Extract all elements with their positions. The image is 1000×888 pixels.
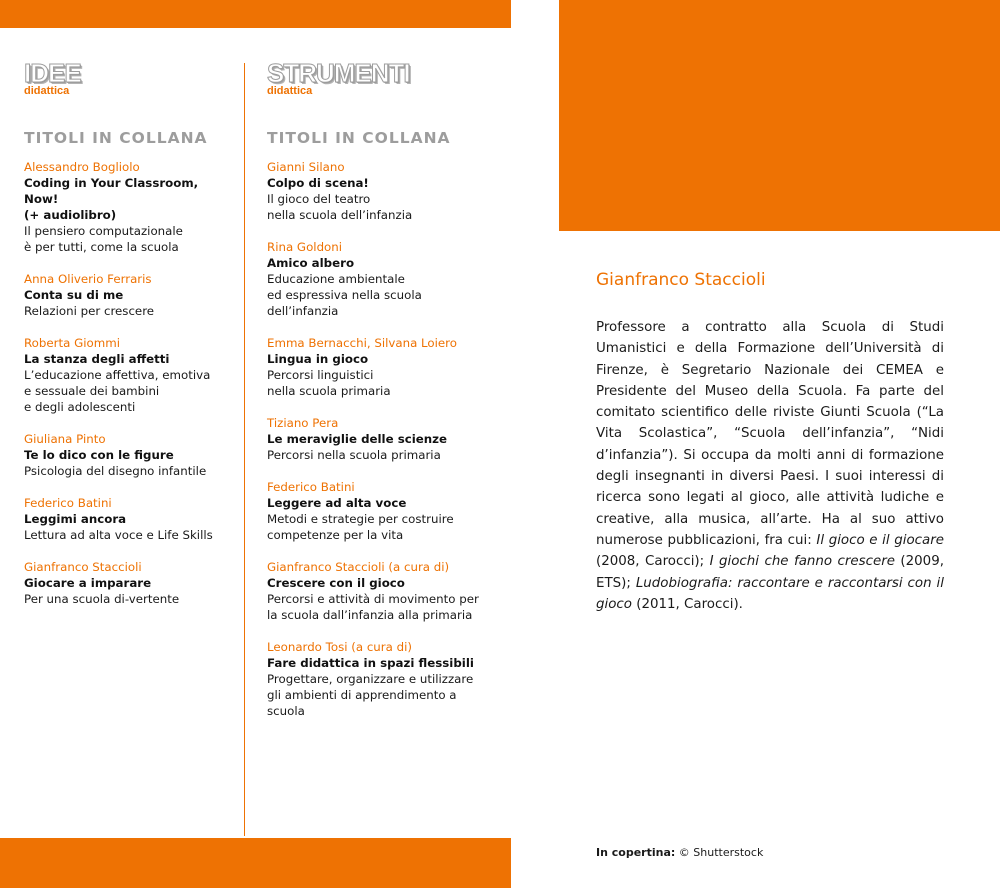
book-description: Psicologia del disegno infantile [24,464,207,478]
idee-series-column [24,60,234,623]
book-entry [24,495,234,543]
book-entry [267,159,502,223]
top-orange-bar [0,0,511,28]
cover-orange-block [559,0,1000,231]
book-title: Giocare a imparare [24,576,152,590]
book-description: Il pensiero computazionale è per tutti, come la scuola [24,224,183,254]
book-entry [267,239,502,319]
strumenti-series-column [267,60,502,735]
book-author: Federico Batini [24,496,112,510]
book-author: Gianfranco Staccioli (a cura di) [267,560,450,574]
book-author: Roberta Giommi [24,336,120,350]
book-description: Lettura ad alta voce e Life Skills [24,528,213,542]
book-description: Percorsi e attività di movimento per la scuola dall’infanzia alla primaria [267,592,479,622]
book-entry [24,335,234,415]
book-entry [24,431,234,479]
book-description: Metodi e strategie per costruire competenze per la vita [267,512,454,542]
book-entry [267,415,502,463]
book-description: Educazione ambientale ed espressiva nella scuola dell’infanzia [267,272,422,318]
book-description: Percorsi nella scuola primaria [267,448,441,462]
book-description: Percorsi linguistici nella scuola primaria [267,368,391,398]
book-author: Rina Goldoni [267,240,343,254]
cover-credit [596,846,763,859]
series-logo-subtitle: didattica [267,85,313,97]
book-title: La stanza degli affetti [24,352,170,366]
book-entry [267,559,502,623]
book-entry [24,559,234,607]
book-title: Leggere ad alta voce [267,496,407,510]
book-title: Colpo di scena! [267,176,369,190]
book-author: Alessandro Bogliolo [24,160,140,174]
bottom-orange-bar [0,838,511,888]
bio-text: (2009, ETS); [596,554,944,591]
book-author: Gianfranco Staccioli [24,560,142,574]
bio-text: Professore a contratto alla Scuola di Studi Umanistici e della Formazione dell’Università di Firenze, è Segretario Nazionale dei CEMEA e Presidente del Museo della Scuola. Fa parte del comitato scientifico delle riviste Giunti Scuola (“La Vita Scolastica”, “Scuola dell’infanzia”, “Nidi d’infanzia”). Si occupa da molti anni di formazione degli insegnanti in diversi Paesi. I suoi interessi di ricerca sono legati al gioco, alle attività ludiche e creative, alla musica, all’arte. Ha al suo attivo numerose pubblicazioni, fra cui: [596,320,944,548]
book-title: Le meraviglie delle scienze [267,432,448,446]
bio-text: (2008, Carocci); [596,554,710,570]
book-title: Lingua in gioco [267,352,369,366]
book-title: Crescere con il gioco [267,576,405,590]
book-entry [267,639,502,719]
section-heading: TITOLI IN COLLANA [267,129,451,147]
credit-label: In copertina: [596,846,676,859]
book-title: Coding in Your Classroom, Now! (+ audiolibro) [24,176,199,222]
book-title: I giochi che fanno crescere [709,554,895,570]
book-title: Il gioco e il giocare [816,532,944,548]
book-title: Ludobiografia: raccontare e raccontarsi con il gioco [596,575,944,612]
book-list [267,159,502,719]
book-author: Giuliana Pinto [24,432,106,446]
series-logo-title: IDEE [24,58,81,88]
series-logo-title: STRUMENTI [267,58,410,88]
column-divider [244,63,245,836]
bio-text: (2011, Carocci). [631,596,743,612]
book-author: Federico Batini [267,480,355,494]
book-title: Amico albero [267,256,355,270]
book-author: Emma Bernacchi, Silvana Loiero [267,336,457,350]
author-name: Gianfranco Staccioli [596,270,766,290]
book-list [24,159,234,607]
author-biography [596,317,944,615]
book-description: Il gioco del teatro nella scuola dell’infanzia [267,192,413,222]
book-entry [267,335,502,399]
book-description: Relazioni per crescere [24,304,155,318]
book-description: Progettare, organizzare e utilizzare gli ambienti di apprendimento a scuola [267,672,474,718]
book-title: Te lo dico con le figure [24,448,174,462]
book-description: Per una scuola di-vertente [24,592,180,606]
section-heading: TITOLI IN COLLANA [24,129,208,147]
book-title: Leggimi ancora [24,512,127,526]
book-entry [24,271,234,319]
book-entry [24,159,234,255]
credit-value: © Shutterstock [675,846,764,859]
book-description: L’educazione affettiva, emotiva e sessuale dei bambini e degli adolescenti [24,368,211,414]
book-author: Leonardo Tosi (a cura di) [267,640,412,654]
book-entry [267,479,502,543]
series-logo-subtitle: didattica [24,85,70,97]
book-author: Gianni Silano [267,160,345,174]
book-title: Fare didattica in spazi flessibili [267,656,474,670]
book-title: Conta su di me [24,288,124,302]
book-author: Anna Oliverio Ferraris [24,272,152,286]
book-author: Tiziano Pera [267,416,339,430]
